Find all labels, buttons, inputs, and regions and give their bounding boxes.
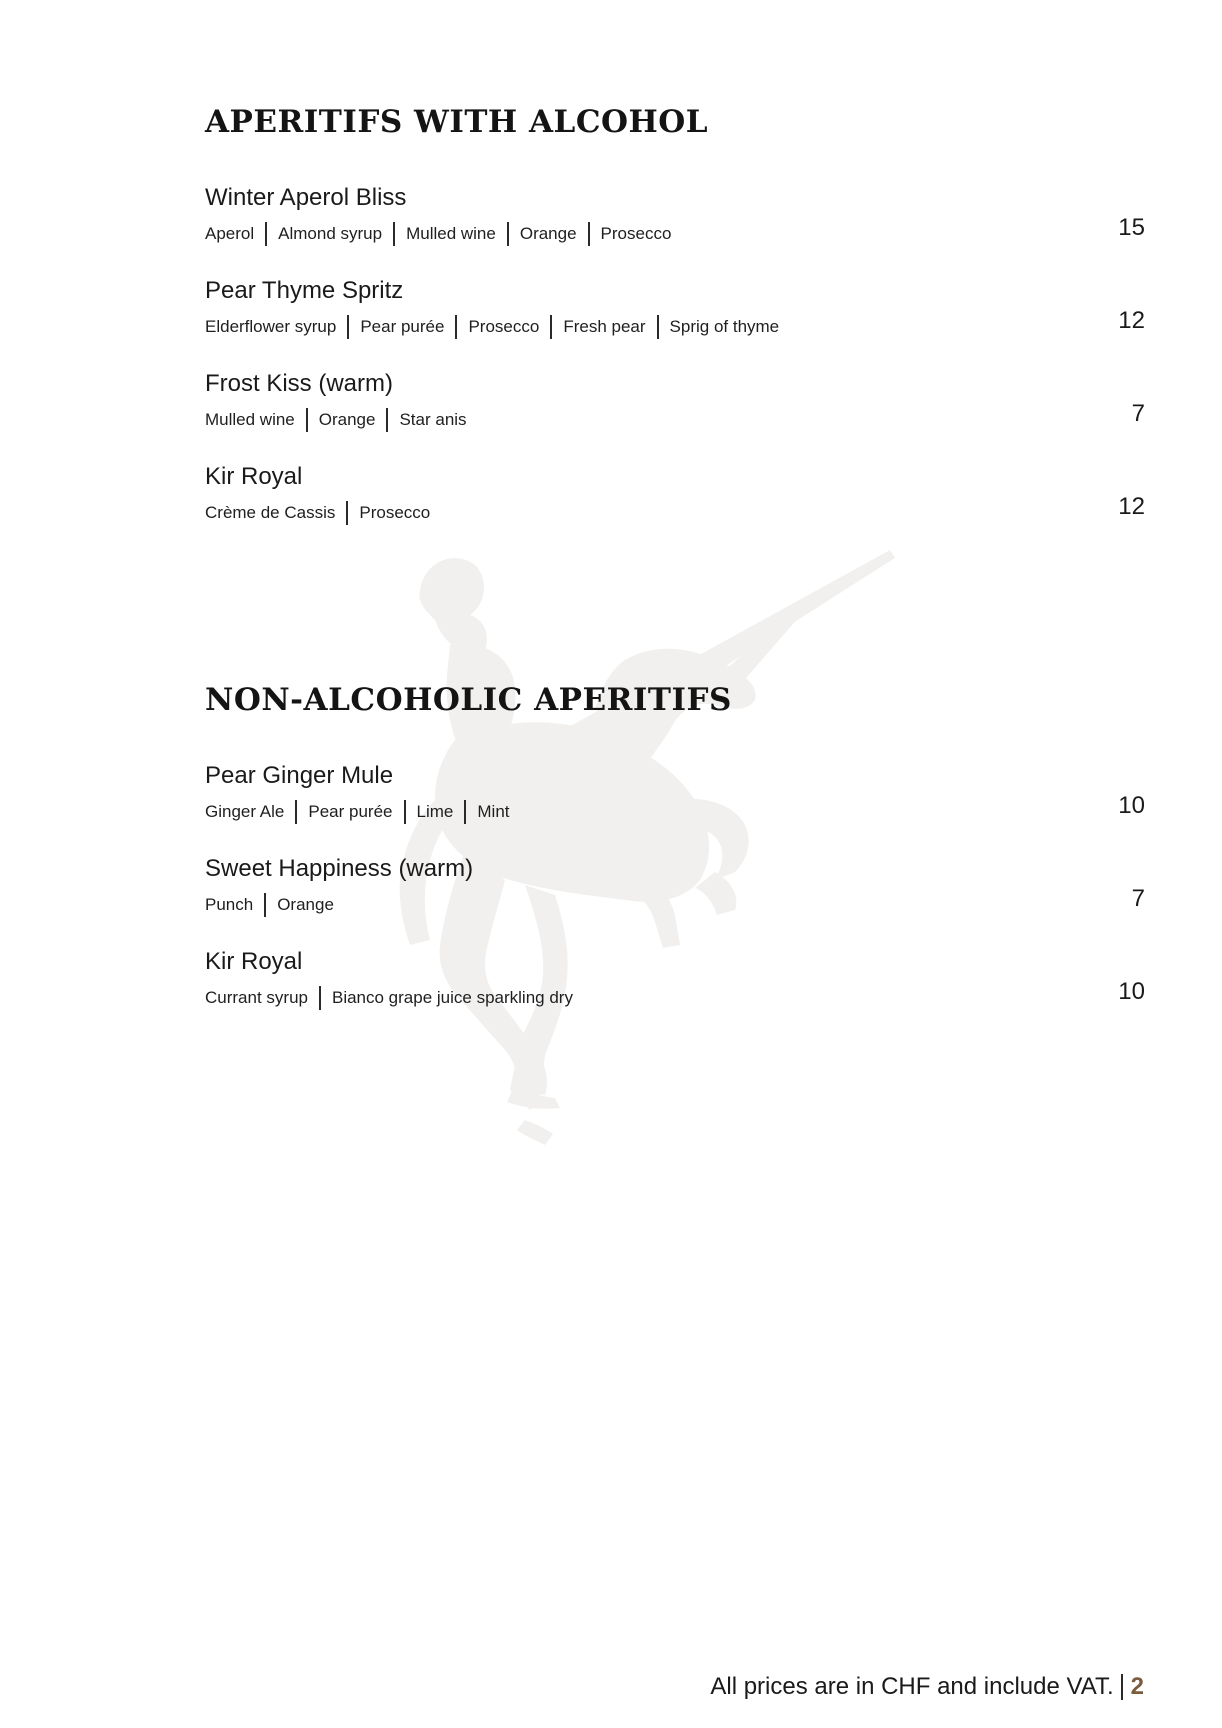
ingredient: Orange (318, 410, 376, 429)
ingredient: Prosecco (468, 317, 540, 336)
item-price: 10 (1118, 978, 1145, 1005)
item-name: Frost Kiss (warm) (205, 370, 393, 397)
ingredient: Lime (416, 802, 454, 821)
footer-separator (1121, 1674, 1123, 1700)
menu-item (205, 762, 1145, 832)
item-price: 7 (1131, 885, 1145, 912)
footer-note: All prices are in CHF and include VAT. (710, 1673, 1114, 1700)
ingredient: Punch (205, 895, 254, 914)
menu-item (205, 184, 1145, 254)
menu-item (205, 855, 1145, 925)
menu-item (205, 370, 1145, 440)
separator (657, 315, 659, 339)
ingredient: Mulled wine (406, 224, 496, 243)
ingredient: Almond syrup (278, 224, 383, 243)
separator (464, 800, 466, 824)
menu-item (205, 277, 1145, 347)
separator (319, 986, 321, 1010)
separator (588, 222, 590, 246)
page-number: 2 (1130, 1673, 1144, 1700)
menu-item (205, 463, 1145, 533)
item-name: Pear Thyme Spritz (205, 277, 404, 304)
separator (264, 893, 266, 917)
ingredient: Pear purée (360, 317, 445, 336)
separator (295, 800, 297, 824)
item-name: Sweet Happiness (warm) (205, 855, 474, 882)
separator (393, 222, 395, 246)
ingredient: Mulled wine (205, 410, 295, 429)
ingredient: Pear purée (308, 802, 393, 821)
item-name: Kir Royal (205, 948, 303, 975)
item-price: 7 (1131, 400, 1145, 427)
section-title-non-alcoholic-aperitifs: NON-ALCOHOLIC APERITIFS (205, 682, 732, 718)
item-ingredients (205, 501, 430, 525)
item-ingredients (205, 222, 671, 246)
separator (455, 315, 457, 339)
ingredient: Orange (277, 895, 334, 914)
menu-item (205, 948, 1145, 1018)
separator (347, 315, 349, 339)
item-price: 15 (1118, 214, 1145, 241)
separator (386, 408, 388, 432)
ingredient: Prosecco (359, 503, 431, 522)
item-ingredients (205, 893, 334, 917)
ingredient: Orange (519, 224, 577, 243)
item-price: 10 (1118, 792, 1145, 819)
ingredient: Ginger Ale (205, 802, 285, 821)
ingredient: Elderflower syrup (205, 317, 337, 336)
separator (550, 315, 552, 339)
ingredient: Currant syrup (205, 988, 308, 1007)
knight-on-unicorn-icon (395, 550, 905, 1145)
item-price: 12 (1118, 307, 1145, 334)
item-price: 12 (1118, 493, 1145, 520)
ingredient: Crème de Cassis (205, 503, 336, 522)
ingredient: Mint (477, 802, 510, 821)
ingredient: Aperol (205, 224, 255, 243)
item-ingredients (205, 800, 510, 824)
section-title-aperitifs-with-alcohol: APERITIFS WITH ALCOHOL (205, 104, 709, 140)
item-name: Pear Ginger Mule (205, 762, 394, 789)
page-footer (710, 1673, 1144, 1701)
item-ingredients (205, 986, 573, 1010)
separator (346, 501, 348, 525)
ingredient: Fresh pear (563, 317, 646, 336)
ingredient: Prosecco (600, 224, 672, 243)
item-name: Kir Royal (205, 463, 303, 490)
item-ingredients (205, 315, 779, 339)
item-ingredients (205, 408, 467, 432)
ingredient: Sprig of thyme (669, 317, 780, 336)
separator (404, 800, 406, 824)
ingredient: Bianco grape juice sparkling dry (331, 988, 573, 1007)
separator (265, 222, 267, 246)
separator (306, 408, 308, 432)
item-name: Winter Aperol Bliss (205, 184, 407, 211)
ingredient: Star anis (399, 410, 467, 429)
separator (507, 222, 509, 246)
